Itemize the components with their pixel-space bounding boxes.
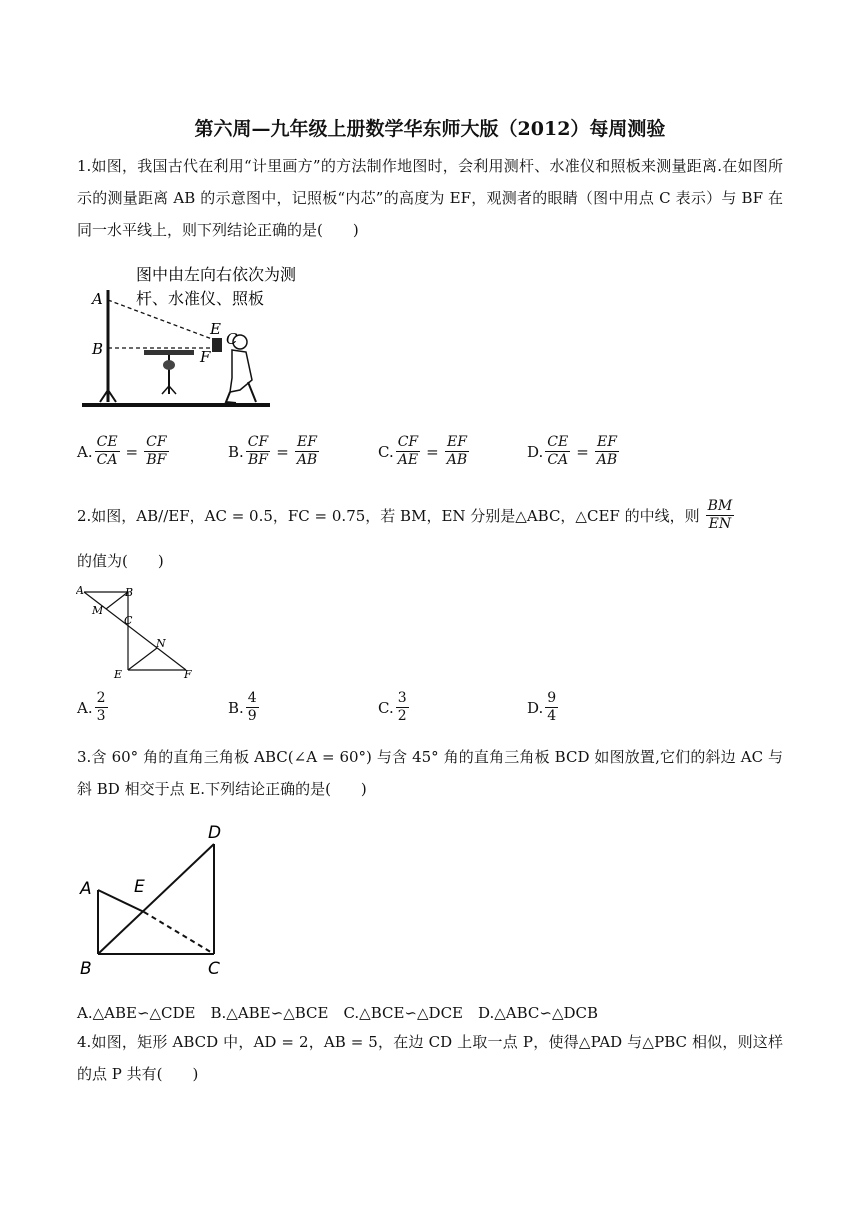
figure-caption-line-2: 杆、水准仪、照板 xyxy=(136,289,265,308)
label-B: B xyxy=(92,340,104,358)
q2-label-E: E xyxy=(114,668,123,681)
label-F: F xyxy=(200,348,211,366)
q2-label-A: A xyxy=(76,584,84,597)
q2-label-F: F xyxy=(184,668,192,681)
page-title: 第六周—九年级上册数学华东师大版（2012）每周测验 xyxy=(194,118,666,140)
q3-label-A: A xyxy=(80,879,92,899)
q2-label-M: M xyxy=(92,604,104,617)
q3-label-D: D xyxy=(208,823,222,843)
question-1-text: 1.如图，我国古代在利用“计里画方”的方法制作地图时，会利用测杆、水准仪和照板来测量距离.在如图所示的测量距离 AB 的示意图中，记照板“内芯”的高度为 EF，观测者的眼睛（图中用点 C 表示）与 BF 在同一水平线上，则下列结论正确的是( ) xyxy=(77,157,783,239)
question-2-figure xyxy=(76,582,206,682)
q1-option-b: B. $\frac{CF}{BF}$ = $\frac{EF}{AB}$ xyxy=(228,434,318,468)
question-3-figure xyxy=(76,822,246,982)
question-3-text: 3.含 60° 角的直角三角板 ABC(∠A = 60°) 与含 45° 角的直角三角板 BCD 如图放置,它们的斜边 AC 与斜 BD 相交于点 E.下列结论正确的是( ) xyxy=(77,748,783,798)
q1-option-d: D. $\frac{CE}{CA}$ = $\frac{EF}{AB}$ xyxy=(527,434,618,468)
q2-option-a: A. $\frac{2}{3}$ xyxy=(77,690,106,724)
question-1-figure xyxy=(80,262,360,412)
q2-option-b: B. $\frac{4}{9}$ xyxy=(228,690,257,724)
question-2-text: 2.如图，AB//EF，AC = 0.5，FC = 0.75，若 BM，EN 分别是△ABC，△CEF 的中线，则 $\frac{BM}{EN}$ xyxy=(77,498,733,532)
q2-label-B: B xyxy=(125,586,134,599)
figure-caption-line-1: 图中由左向右依次为测 xyxy=(136,265,297,284)
q3-label-E: E xyxy=(134,877,145,897)
label-C: C xyxy=(226,330,238,348)
q3-options: A.△ABE∽△CDE B.△ABE∽△BCE C.△BCE∽△DCE D.△ABC∽△DCB xyxy=(77,1004,599,1022)
q3-label-B: B xyxy=(80,959,92,979)
question-2-text-2: 的值为( ) xyxy=(77,552,164,570)
q2-option-d: D. $\frac{9}{4}$ xyxy=(527,690,557,724)
question-4-text: 4.如图，矩形 ABCD 中，AD = 2，AB = 5，在边 CD 上取一点 P，使得△PAD 与△PBC 相似，则这样的点 P 共有( ) xyxy=(77,1033,783,1083)
q1-option-c: C. $\frac{CF}{AE}$ = $\frac{EF}{AB}$ xyxy=(378,434,468,468)
label-A: A xyxy=(92,290,103,308)
q1-option-a: A. $\frac{CE}{CA}$ = $\frac{CF}{BF}$ xyxy=(77,434,167,468)
q3-label-C: C xyxy=(208,959,220,979)
q2-label-N: N xyxy=(156,637,166,650)
q2-label-C: C xyxy=(124,614,133,627)
label-E: E xyxy=(210,320,221,338)
q2-option-c: C. $\frac{3}{2}$ xyxy=(378,690,407,724)
